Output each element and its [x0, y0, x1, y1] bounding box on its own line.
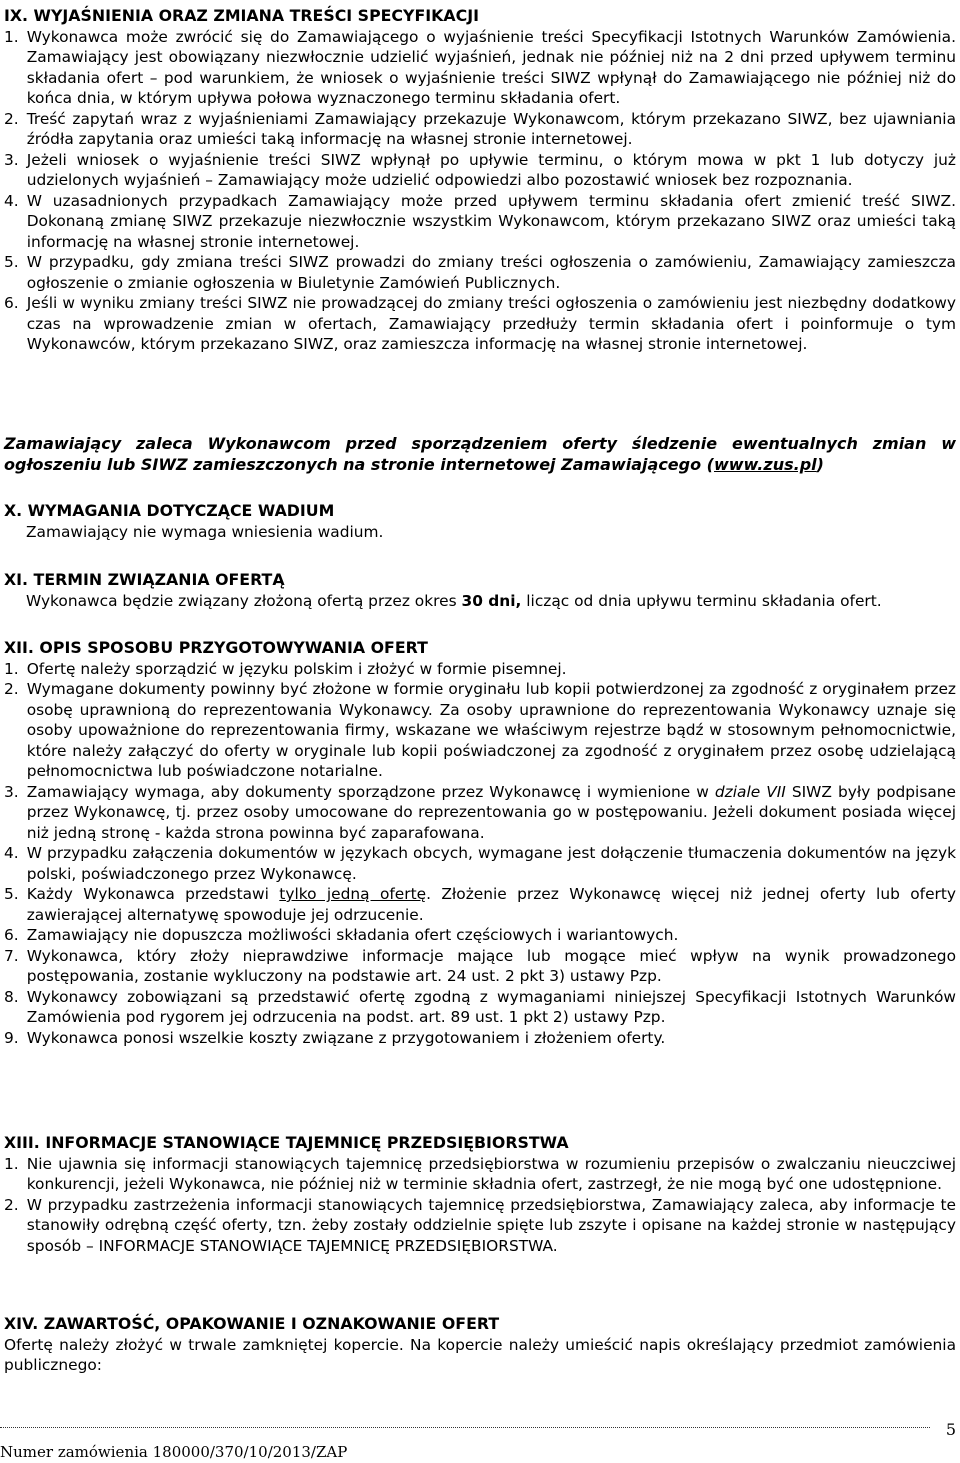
section-ix — [0, 6, 960, 355]
section-xiv-heading: XIV. ZAWARTOŚĆ, OPAKOWANIE I OZNAKOWANIE OFERT — [4, 1314, 500, 1333]
recommendation-note: Zamawiający zaleca Wykonawcom przed sporządzeniem oferty śledzenie ewentualnych zmian w ogłoszeniu lub SIWZ zamieszczonych na stronie internetowej Zamawiającego (www.zus.pl) — [4, 434, 956, 474]
list-item: 6. Zamawiający nie dopuszcza możliwości składania ofert częściowych i wariantowych. — [4, 926, 679, 944]
list-item: 7. Wykonawca, który złoży nieprawdziwe informacje mające lub mogące mieć wpływ na wynik prowadzonego postępowania, zostanie wykluczony na podstawie art. 24 ust. 2 pkt 3) ustawy Pzp. — [4, 946, 956, 985]
footer-divider — [0, 1427, 930, 1428]
page-footer — [0, 1420, 960, 1463]
zus-website-link[interactable]: www.zus.pl — [713, 455, 817, 474]
section-xiii-heading: XIII. INFORMACJE STANOWIĄCE TAJEMNICĘ PRZEDSIĘBIORSTWA — [4, 1133, 569, 1152]
section-xi: XI. TERMIN ZWIĄZANIA OFERTĄ Wykonawca będzie związany złożoną ofertą przez okres 30 dni, licząc od dnia upływu terminu składania ofert. — [0, 570, 960, 611]
page-number: 5 — [945, 1420, 956, 1439]
section-xiv: XIV. ZAWARTOŚĆ, OPAKOWANIE I OZNAKOWANIE OFERT Ofertę należy złożyć w trwale zamkniętej kopercie. Na kopercie należy umieścić napis określający przedmiot zamówienia publicznego: — [4, 1314, 956, 1374]
list-item: 2. Wymagane dokumenty powinny być złożone w formie oryginału lub kopii potwierdzonej za zgodność z oryginałem przez osobę uprawnioną do reprezentowania Wykonawcy. Za osoby uprawnione do reprezentowania Wykonawcy uznaje się osoby upoważnione do reprezentowania firmy, wskazane we właściwym rejestrze bądź w stosownym pełnomocnictwie, które należy załączyć do oferty w oryginale lub kopii poświadczonej za zgodność z oryginałem przez osobę udzielającą pełnomocnictwa lub poświadczone notarialne. — [4, 680, 956, 780]
section-xi-heading: XI. TERMIN ZWIĄZANIA OFERTĄ — [4, 570, 285, 589]
list-item: 9. Wykonawca ponosi wszelkie koszty związane z przygotowaniem i złożeniem oferty. — [4, 1028, 666, 1047]
list-item: 6. Jeśli w wyniku zmiany treści SIWZ nie prowadzącej do zmiany treści ogłoszenia o zamówieniu jest niezbędny dodatkowy czas na wprowadzenie zmian w ofertach, Zamawiający przedłuży termin składania ofert i poinformuje o tym Wykonawców, którym przekazano SIWZ, oraz zamieszcza informację na własnej stronie internetowej. — [4, 294, 956, 353]
section-xii — [0, 638, 960, 1048]
section-ix-heading: IX. WYJAŚNIENIA ORAZ ZMIANA TREŚCI SPECYFIKACJI — [4, 6, 479, 25]
section-x: X. WYMAGANIA DOTYCZĄCE WADIUM Zamawiający nie wymaga wniesienia wadium. — [0, 501, 960, 542]
list-item: 1. Ofertę należy sporządzić w języku polskim i złożyć w formie pisemnej. — [4, 659, 567, 678]
list-item: 3. Jeżeli wniosek o wyjaśnienie treści SIWZ wpłynął po upływie terminu, o którym mowa w pkt 1 lub dotyczy już udzielonych wyjaśnień – Zamawiający może udzielić odpowiedzi albo pozostawić wniosek bez rozpoznania. — [4, 150, 956, 189]
list-item: 5. Każdy Wykonawca przedstawi tylko jedną ofertę. Złożenie przez Wykonawcę więcej niż jednej oferty lub oferty zawierającej alternatywę spowoduje jej odrzucenie. — [4, 885, 957, 924]
list-item: 3. Zamawiający wymaga, aby dokumenty sporządzone przez Wykonawcę i wymienione w dziale VII SIWZ były podpisane przez Wykonawcę, tj. przez osoby umocowane do reprezentowania go w postępowaniu. Jeżeli dokument posiada więcej niż jedną stronę - każda strona powinna być zaparafowana. — [4, 782, 956, 842]
list-item: 2. Treść zapytań wraz z wyjaśnieniami Zamawiający przekazuje Wykonawcom, którym przekazano SIWZ, bez ujawniania źródła zapytania oraz umieści taką informację na własnej stronie internetowej. — [4, 109, 956, 148]
list-item: 5. W przypadku, gdy zmiana treści SIWZ prowadzi do zmiany treści ogłoszenia o zamówieniu, Zamawiający zamieszcza ogłoszenie o zmianie ogłoszenia w Biuletynie Zamówień Publicznych. — [4, 253, 956, 292]
list-item: 4. W przypadku załączenia dokumentów w językach obcych, wymagane jest dołączenie tłumaczenia dokumentów na język polski, poświadczonego przez Wykonawcę. — [4, 844, 956, 883]
order-number: Numer zamówienia 180000/370/10/2013/ZAP — [0, 1443, 348, 1461]
list-item: 2. W przypadku zastrzeżenia informacji stanowiących tajemnicę przedsiębiorstwa, Zamawiający zaleca, aby informacje te stanowiły odrębną część oferty, tzn. żeby zostały oddzielnie spięte lub zszyte i opisane na każdej stronie w następujący sposób – INFORMACJE STANOWIĄCE TAJEMNICĘ PRZEDSIĘBIORSTWA. — [4, 1195, 956, 1255]
section-xii-heading: XII. OPIS SPOSOBU PRZYGOTOWYWANIA OFERT — [4, 638, 428, 657]
list-item: 1. Wykonawca może zwrócić się do Zamawiającego o wyjaśnienie treści Specyfikacji Istotnych Warunków Zamówienia. Zamawiający jest obowiązany niezwłocznie udzielić wyjaśnień, jednak nie później niż na 2 dni przed upływem terminu składania ofert – pod warunkiem, że wniosek o wyjaśnienie treści SIWZ wpłynął do Zamawiającego nie później niż do końca dnia, w którym upływa połowa wyznaczonego terminu składania ofert. — [4, 27, 956, 107]
section-x-heading: X. WYMAGANIA DOTYCZĄCE WADIUM — [4, 501, 335, 520]
list-item: 4. W uzasadnionych przypadkach Zamawiający może przed upływem terminu składania ofert zmienić treść SIWZ. Dokonaną zmianę SIWZ przekazuje niezwłocznie wszystkim Wykonawcom, którym przekazano SIWZ oraz umieści taką informację na własnej stronie internetowej. — [4, 191, 956, 251]
list-item: 1. Nie ujawnia się informacji stanowiących tajemnicę przedsiębiorstwa w rozumieniu przepisów o zwalczaniu nieuczciwej konkurencji, jeżeli Wykonawca, nie później niż w terminie składnia ofert, zastrzegł, że nie mogą być one udostępnione. — [4, 1154, 956, 1193]
section-xiii — [0, 1133, 960, 1256]
list-item: 8. Wykonawcy zobowiązani są przedstawić ofertę zgodną z wymaganiami niniejszej Specyfikacji Istotnych Warunków Zamówienia pod rygorem jej odrzucenia na podst. art. 89 ust. 1 pkt 2) ustawy Pzp. — [4, 987, 956, 1026]
